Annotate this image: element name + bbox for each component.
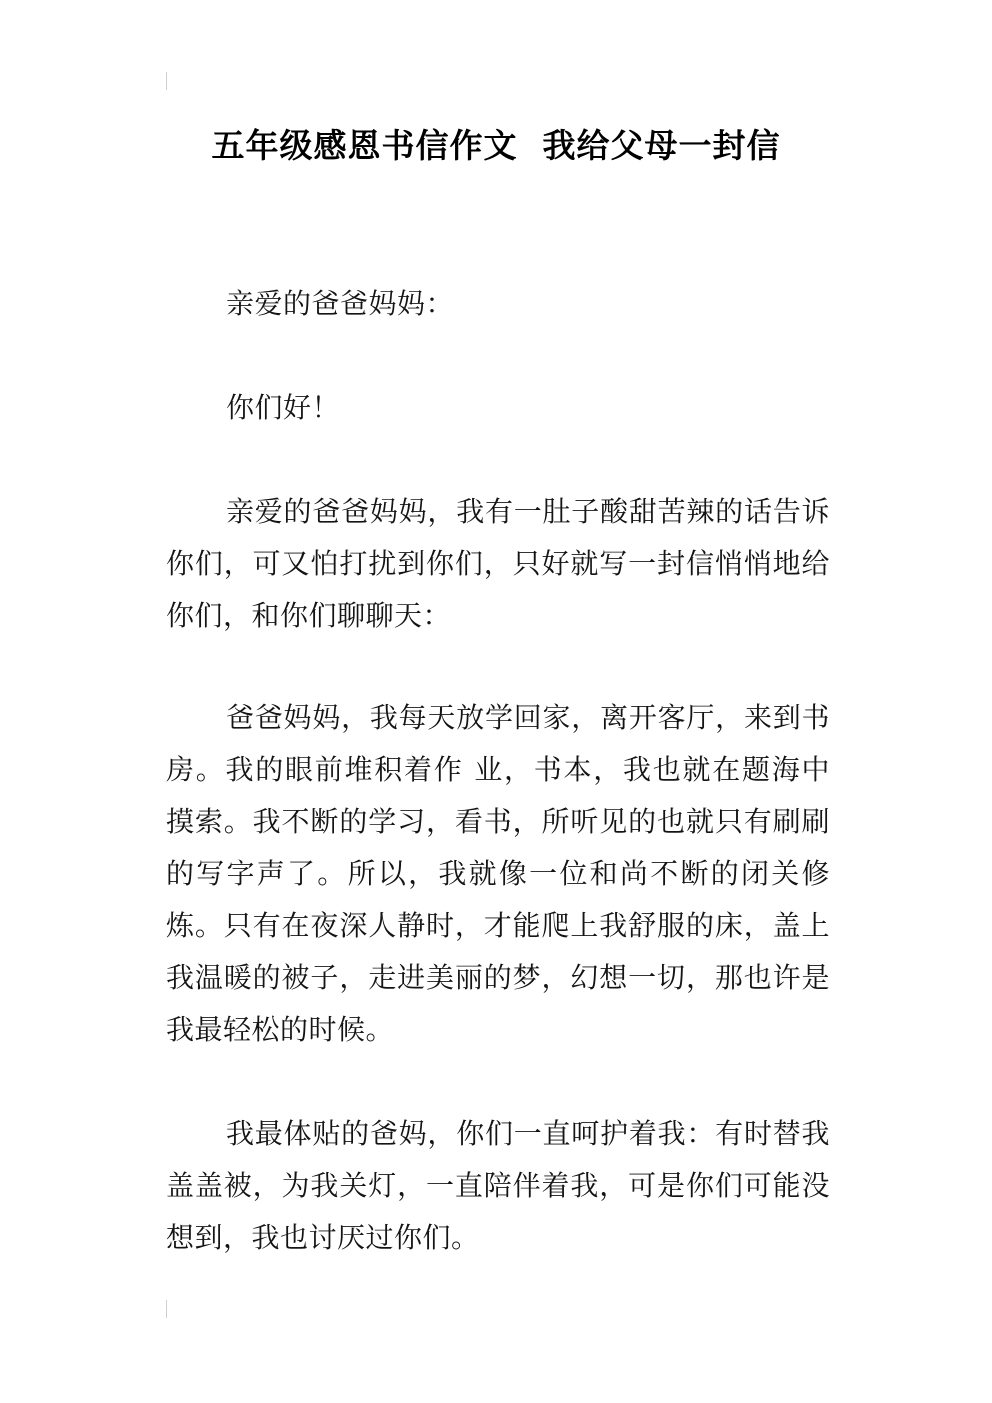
document-title: 五年级感恩书信作文 我给父母一封信 xyxy=(211,126,781,165)
page-margin-mark xyxy=(166,1300,167,1318)
letter-paragraph: 亲爱的爸爸妈妈，我有一肚子酸甜苦辣的话告诉你们，可又怕打扰到你们，只好就写一封信悄悄地给你们，和你们聊聊天： xyxy=(166,495,830,632)
letter-paragraph: 我最体贴的爸妈，你们一直呵护着我：有时替我盖盖被，为我关灯，一直陪伴着我，可是你们可能没想到，我也讨厌过你们。 xyxy=(166,1117,830,1254)
page-margin-mark xyxy=(166,72,167,90)
letter-greeting: 亲爱的爸爸妈妈： xyxy=(226,287,455,320)
letter-paragraph: 爸爸妈妈，我每天放学回家，离开客厅，来到书房。我的眼前堆积着作 业，书本，我也就在题海中摸索。我不断的学习，看书，所听见的也就只有刷刷的写字声了。所以，我就像一位和尚不断的闭关修炼。只有在夜深人静时，才能爬上我舒服的床，盖上我温暖的被子，走进美丽的梦，幻想一切，那也许是我最轻松的时候。 xyxy=(166,701,830,1046)
letter-hello: 你们好！ xyxy=(226,391,341,424)
